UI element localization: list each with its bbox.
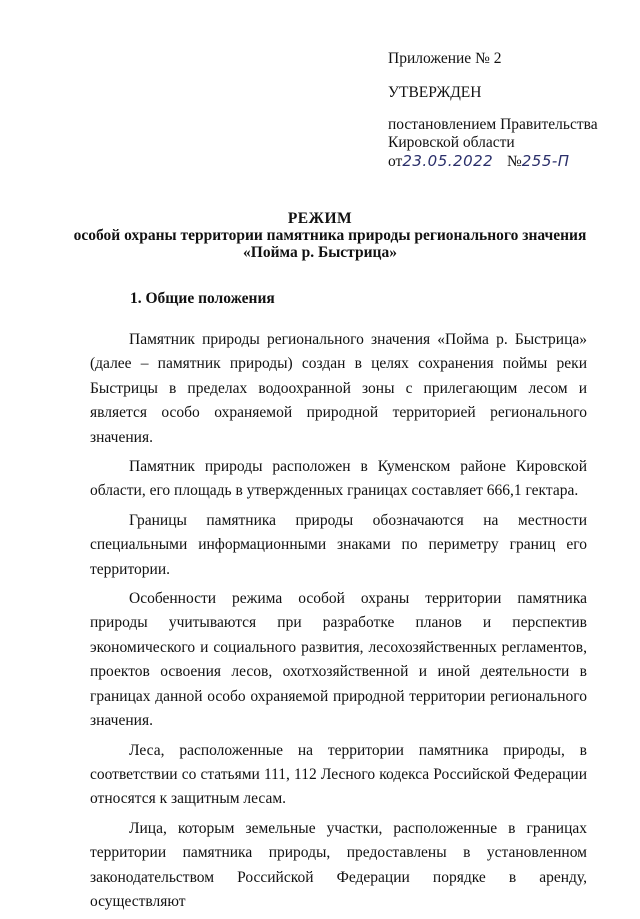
paragraph: Особенности режима особой охраны территории памятника природы учитываются при разработке планов и перспектив экономического и социального развития, лесохозяйственных регламентов, проектов освоения лесов, охотхозяйственной и иной деятельности в границах данной особо охраняемой природной территории регионального значения. bbox=[90, 590, 587, 730]
approved-label: УТВЕРЖДЕН bbox=[388, 84, 482, 101]
body-text bbox=[90, 328, 587, 919]
paragraph: Лица, которым земельные участки, расположенные в границах территории памятника природы, предоставлены в установленном законодательством Российской Федерации порядке в аренду, осуществляют bbox=[90, 819, 587, 910]
paragraph: Памятник природы регионального значения «Пойма р. Быстрица» (далее – памятник природы) создан в целях сохранения поймы реки Быстрицы в пределах водоохранной зоны с прилегающим лесом и является особо охраняемой природной территорией регионального значения. bbox=[90, 331, 587, 446]
title-line-2: особой охраны территории памятника природы регионального значения bbox=[73, 227, 587, 244]
decree-line-1: постановлением Правительства bbox=[388, 116, 598, 133]
paragraph: Границы памятника природы обозначаются на местности специальными информационными знаками по периметру границ его территории. bbox=[90, 511, 587, 578]
document-title bbox=[0, 210, 640, 261]
title-main: РЕЖИМ bbox=[287, 210, 353, 227]
decree-date-number bbox=[388, 152, 628, 171]
decree-line-2: Кировской области bbox=[388, 134, 515, 151]
from-prefix: от bbox=[388, 153, 403, 170]
title-line-3: «Пойма р. Быстрица» bbox=[243, 244, 397, 261]
paragraph: Леса, расположенные на территории памятника природы, в соответствии со статьями 111, 112 Лесного кодекса Российской Федерации относятся к защитным лесам. bbox=[90, 741, 587, 808]
number-prefix: № bbox=[506, 153, 522, 170]
appendix-label: Приложение № 2 bbox=[388, 50, 502, 67]
handwritten-date: 23.05.2022 bbox=[402, 152, 494, 170]
section-heading: 1. Общие положения bbox=[130, 290, 275, 307]
approval-stamp-block bbox=[388, 50, 628, 171]
paragraph: Памятник природы расположен в Куменском районе Кировской области, его площадь в утвержденных границах составляет 666,1 гектара. bbox=[90, 458, 587, 500]
handwritten-number: 255-П bbox=[521, 152, 570, 170]
